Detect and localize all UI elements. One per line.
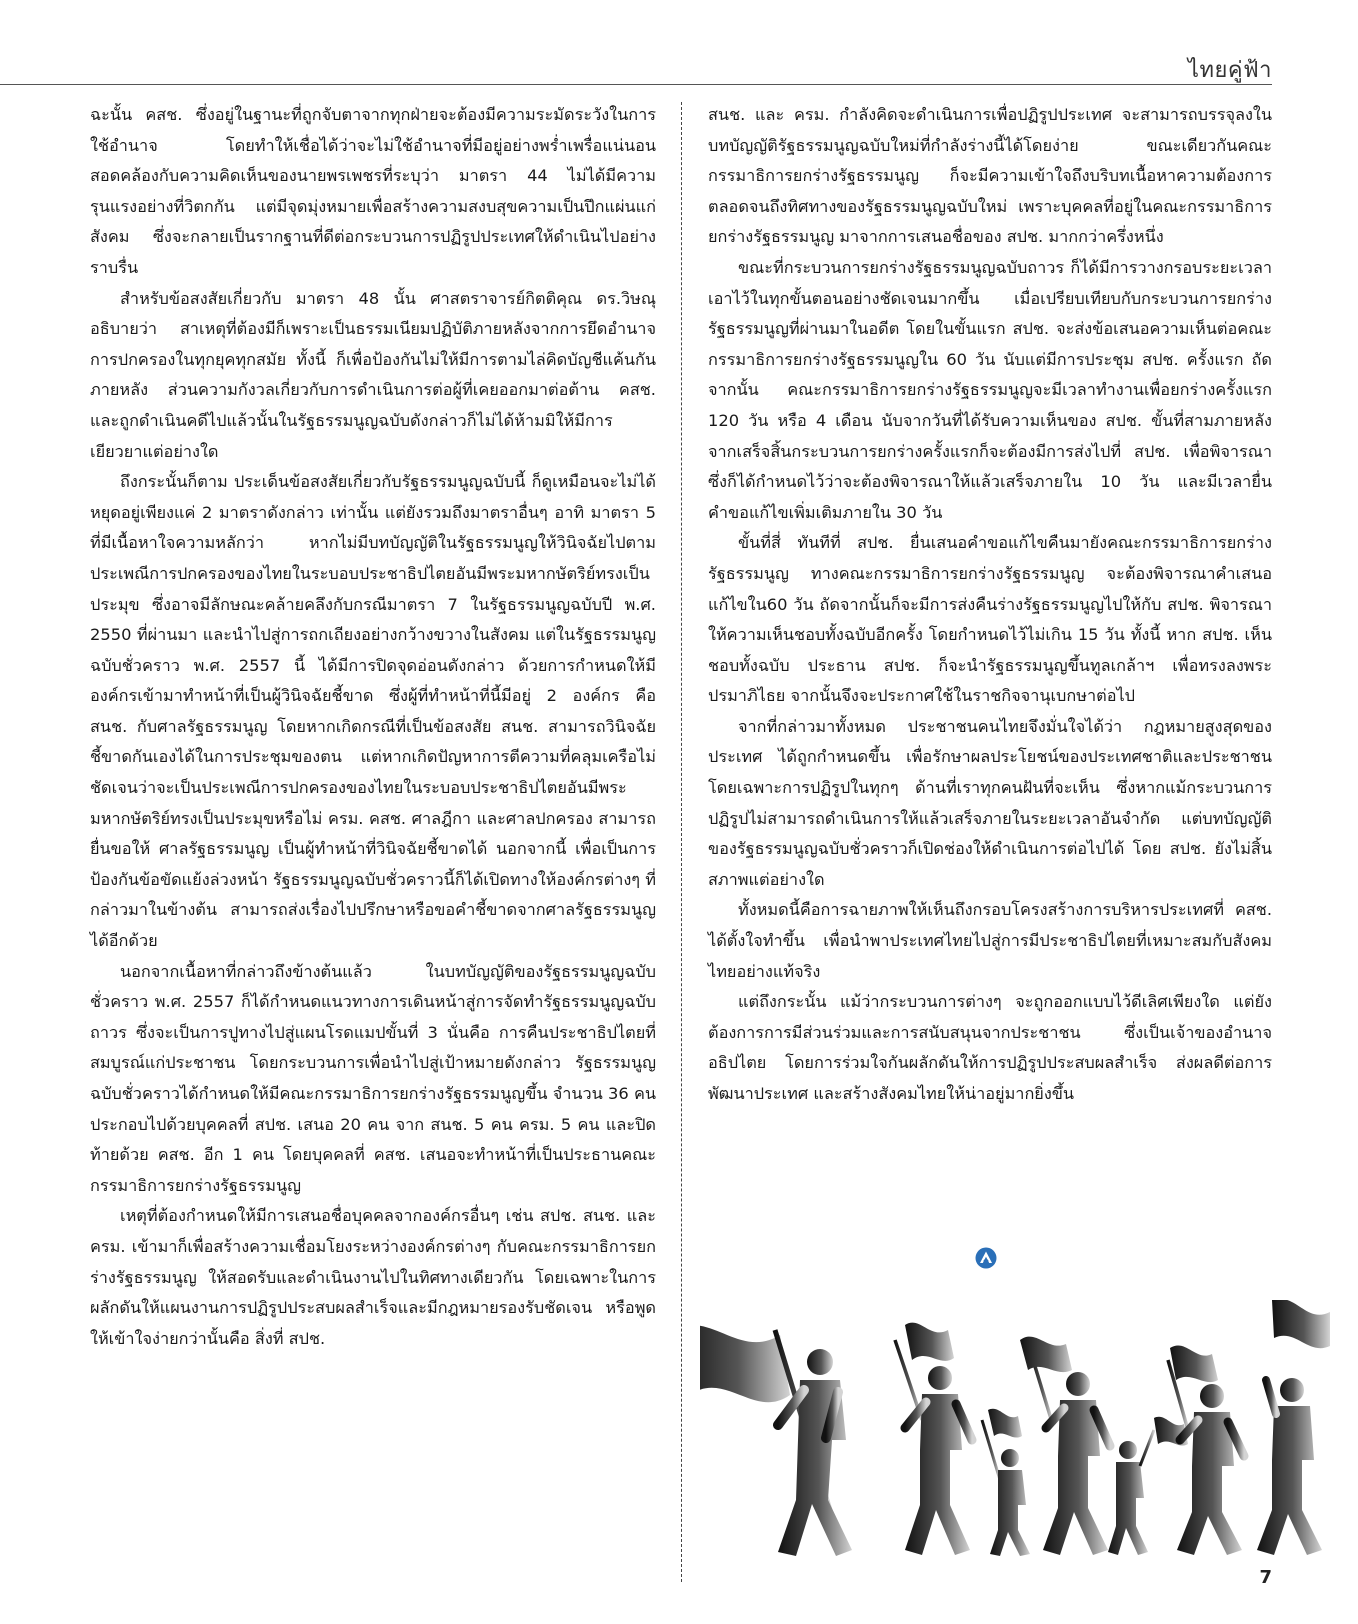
marching-flag-figures-icon (700, 1300, 1330, 1560)
paragraph: ขณะที่กระบวนการยกร่างรัฐธรรมนูญฉบับถาวร ก็ได้มีการวางกรอบระยะเวลาเอาไว้ในทุกขั้นตอนอย่างชัดเจนมากขึ้น เมื่อเปรียบเทียบกับกระบวนการยกร่างรัฐธรรมนูญที่ผ่านมาในอดีต โดยในขั้นแรก สปช. จะส่งข้อเสนอความเห็นต่อคณะกรรมาธิการยกร่างรัฐธรรมนูญใน 60 วัน นับแต่มีการประชุม สปช. ครั้งแรก ถัดจากนั้น คณะกรรมาธิการยกร่างรัฐธรรมนูญจะมีเวลาทำงานเพื่อยกร่างครั้งแรก 120 วัน หรือ 4 เดือน นับจากวันที่ได้รับความเห็นของ สปช. ขั้นที่สามภายหลังจากเสร็จสิ้นกระบวนการยกร่างครั้งแรกก็จะต้องมีการส่งไปที่ สปช. เพื่อพิจารณา ซึ่งก็ได้กำหนดไว้ว่าจะต้องพิจารณาให้แล้วเสร็จภายใน 10 วัน และมีเวลายื่นคำขอแก้ไขเพิ่มเติมภายใน 30 วัน (708, 257, 1272, 522)
paragraph: เหตุที่ต้องกำหนดให้มีการเสนอชื่อบุคคลจากองค์กรอื่นๆ เช่น สปช. สนช. และ ครม. เข้ามาก็เพื่อสร้างความเชื่อมโยงระหว่างองค์กรต่างๆ กับคณะกรรมาธิการยกร่างรัฐธรรมนูญ ให้สอดรับและดำเนินงานไปในทิศทางเดียวกัน โดยเฉพาะในการผลักดันให้แผนงานการปฏิรูปประสบผลสำเร็จและมีกฎหมายรองรับชัดเจน หรือพูดให้เข้าใจง่ายกว่านั้นคือ สิ่งที่ สปช. (90, 1206, 656, 1348)
column-divider (681, 102, 682, 1582)
magazine-title: ไทยคู่ฟ้า (1187, 58, 1272, 83)
paragraph: สำหรับข้อสงสัยเกี่ยวกับ มาตรา 48 นั้น ศาสตราจารย์กิตติคุณ ดร.วิษณุ อธิบายว่า สาเหตุที่ต้องมีก็เพราะเป็นธรรมเนียมปฏิบัติภายหลังจากการยึดอำนาจการปกครองในทุกยุคทุกสมัย ทั้งนี้ ก็เพื่อป้องกันไม่ให้มีการตามไล่คิดบัญชีแค้นกันภายหลัง ส่วนความกังวลเกี่ยวกับการดำเนินการต่อผู้ที่เคยออกมาต่อต้าน คสช. และถูกดำเนินคดีไปแล้วนั้นในรัฐธรรมนูญฉบับดังกล่าวก็ไม่ได้ห้ามมิให้มีการเยียวยาแต่อย่างใด (90, 288, 656, 461)
paragraph: ทั้งหมดนี้คือการฉายภาพให้เห็นถึงกรอบโครงสร้างการบริหารประเทศที่ คสช. ได้ตั้งใจทำขึ้น เพื่อนำพาประเทศไทยไปสู่การมีประชาธิปไตยที่เหมาะสมกับสังคมไทยอย่างแท้จริง (708, 900, 1272, 981)
paragraph: แต่ถึงกระนั้น แม้ว่ากระบวนการต่างๆ จะถูกออกแบบไว้ดีเลิศเพียงใด แต่ยังต้องการการมีส่วนร่วมและการสนับสนุนจากประชาชน ซึ่งเป็นเจ้าของอำนาจอธิปไตย โดยการร่วมใจกันผลักดันให้การปฏิรูปประสบผลสำเร็จ ส่งผลดีต่อการพัฒนาประเทศ และสร้างสังคมไทยให้น่าอยู่มากยิ่งขึ้น (708, 992, 1272, 1103)
paragraph: สนช. และ ครม. กำลังคิดจะดำเนินการเพื่อปฏิรูปประเทศ จะสามารถบรรจุลงในบทบัญญัติรัฐธรรมนูญฉบับใหม่ที่กำลังร่างนี้ได้โดยง่าย ขณะเดียวกันคณะกรรมาธิการยกร่างรัฐธรรมนูญ ก็จะมีความเข้าใจถึงบริบทเนื้อหาความต้องการ ตลอดจนถึงทิศทางของรัฐธรรมนูญฉบับใหม่ เพราะบุคคลที่อยู่ในคณะกรรมาธิการยกร่างรัฐธรรมนูญ มาจากการเสนอชื่อของ สปช. มากกว่าครึ่งหนึ่ง (708, 105, 1272, 247)
paragraph: จากที่กล่าวมาทั้งหมด ประชาชนคนไทยจึงมั่นใจได้ว่า กฎหมายสูงสุดของประเทศ ได้ถูกกำหนดขึ้น เพื่อรักษาผลประโยชน์ของประเทศชาติและประชาชน โดยเฉพาะการปฏิรูปในทุกๆ ด้านที่เราทุกคนฝันที่จะเห็น ซึ่งหากแม้กระบวนการปฏิรูปไม่สามารถดำเนินการให้แล้วเสร็จภายในระยะเวลาอันจำกัด แต่บทบัญญัติของรัฐธรรมนูญฉบับชั่วคราวก็เปิดช่องให้ดำเนินการต่อไปได้ โดย สปช. ยังไม่สิ้นสภาพแต่อย่างใด (708, 716, 1272, 889)
page-number: 7 (1259, 1567, 1272, 1588)
paragraph: นอกจากเนื้อหาที่กล่าวถึงข้างต้นแล้ว ในบทบัญญัติของรัฐธรรมนูญฉบับชั่วคราว พ.ศ. 2557 ก็ได้กำหนดแนวทางการเดินหน้าสู่การจัดทำรัฐธรรมนูญฉบับถาวร ซึ่งจะเป็นการปูทางไปสู่แผนโรดแมปขั้นที่ 3 นั่นคือ การคืนประชาธิปไตยที่สมบูรณ์แก่ประชาชน โดยกระบวนการเพื่อนำไปสู่เป้าหมายดังกล่าว รัฐธรรมนูญฉบับชั่วคราวได้กำหนดให้มีคณะกรรมาธิการยกร่างรัฐธรรมนูญขึ้น จำนวน 36 คน ประกอบไปด้วยบุคคลที่ สปช. เสนอ 20 คน จาก สนช. 5 คน ครม. 5 คน และปิดท้ายด้วย คสช. อีก 1 คน โดยบุคคลที่ คสช. เสนอจะทำหน้าที่เป็นประธานคณะกรรมาธิการยกร่างรัฐธรรมนูญ (90, 961, 656, 1195)
article-column-right (708, 100, 1272, 1110)
paragraph: ขั้นที่สี่ ทันทีที่ สปช. ยื่นเสนอคำขอแก้ไขคืนมายังคณะกรรมาธิการยกร่างรัฐธรรมนูญ ทางคณะกรรมาธิการยกร่างรัฐธรรมนูญ จะต้องพิจารณาคำเสนอแก้ไขใน60 วัน ถัดจากนั้นก็จะมีการส่งคืนร่างรัฐธรรมนูญไปให้กับ สปช. พิจารณาให้ความเห็นชอบทั้งฉบับอีกครั้ง โดยกำหนดไว้ไม่เกิน 15 วัน ทั้งนี้ หาก สปช. เห็นชอบทั้งฉบับ ประธาน สปช. ก็จะนำรัฐธรรมนูญขึ้นทูลเกล้าฯ เพื่อทรงลงพระปรมาภิไธย จากนั้นจึงจะประกาศใช้ในราชกิจจานุเบกษาต่อไป (708, 533, 1272, 706)
article-column-left (90, 100, 656, 1354)
paragraph: ถึงกระนั้นก็ตาม ประเด็นข้อสงสัยเกี่ยวกับรัฐธรรมนูญฉบับนี้ ก็ดูเหมือนจะไม่ได้หยุดอยู่เพียงแค่ 2 มาตราดังกล่าว เท่านั้น แต่ยังรวมถึงมาตราอื่นๆ อาทิ มาตรา 5 ที่มีเนื้อหาใจความหลักว่า หากไม่มีบทบัญญัติในรัฐธรรมนูญให้วินิจฉัยไปตามประเพณีการปกครองของไทยในระบอบประชาธิปไตยอันมีพระมหากษัตริย์ทรงเป็นประมุข ซึ่งอาจมีลักษณะคล้ายคลึงกับกรณีมาตรา 7 ในรัฐธรรมนูญฉบับปี พ.ศ. 2550 ที่ผ่านมา และนำไปสู่การถกเถียงอย่างกว้างขวางในสังคม แต่ในรัฐธรรมนูญฉบับชั่วคราว พ.ศ. 2557 นี้ ได้มีการปิดจุดอ่อนดังกล่าว ด้วยการกำหนดให้มีองค์กรเข้ามาทำหน้าที่เป็นผู้วินิจฉัยชี้ขาด ซึ่งผู้ที่ทำหน้าที่นี้มีอยู่ 2 องค์กร คือ สนช. กับศาลรัฐธรรมนูญ โดยหากเกิดกรณีที่เป็นข้อสงสัย สนช. สามารถวินิจฉัยชี้ขาดกันเองได้ในการประชุมของตน แต่หากเกิดปัญหาการตีความที่คลุมเครือไม่ชัดเจนว่าจะเป็นประเพณีการปกครองของไทยในระบอบประชาธิปไตยอันมีพระมหากษัตริย์ทรงเป็นประมุขหรือไม่ ครม. คสช. ศาลฎีกา และศาลปกครอง สามารถยื่นขอให้ ศาลรัฐธรรมนูญ เป็นผู้ทำหน้าที่วินิจฉัยชี้ขาดได้ นอกจากนี้ เพื่อเป็นการป้องกันข้อขัดแย้งล่วงหน้า รัฐธรรมนูญฉบับชั่วคราวนี้ก็ได้เปิดทางให้องค์กรต่างๆ ที่กล่าวมาในข้างต้น สามารถส่งเรื่องไปปรึกษาหรือขอคำชี้ขาดจากศาลรัฐธรรมนูญได้อีกด้วย (90, 472, 656, 951)
end-mark-logo-icon (975, 1247, 997, 1269)
paragraph: ฉะนั้น คสช. ซึ่งอยู่ในฐานะที่ถูกจับตาจากทุกฝ่ายจะต้องมีความระมัดระวังในการใช้อำนาจ โดยทำให้เชื่อได้ว่าจะไม่ใช้อำนาจที่มีอยู่อย่างพร่ำเพรื่อแน่นอน สอดคล้องกับความคิดเห็นของนายพรเพชรที่ระบุว่า มาตรา 44 ไม่ได้มีความรุนแรงอย่างที่วิตกกัน แต่มีจุดมุ่งหมายเพื่อสร้างความสงบสุขความเป็นปึกแผ่นแก่สังคม ซึ่งจะกลายเป็นรากฐานที่ดีต่อกระบวนการปฏิรูปประเทศให้ดำเนินไปอย่างราบรื่น (90, 105, 656, 277)
header-rule (0, 84, 1272, 85)
